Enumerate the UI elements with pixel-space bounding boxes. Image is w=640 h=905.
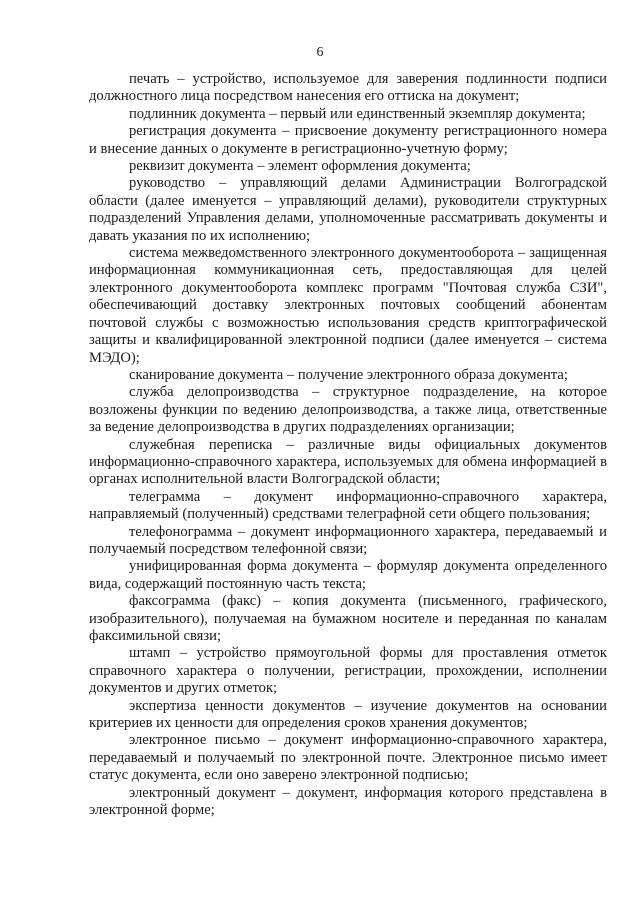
definition-paragraph: подлинник документа – первый или единственный экземпляр документа; [129,105,586,122]
definition-paragraph: руководство – управляющий делами Администрации Волгоградской области (далее именуется – управляющий делами), руководители структурных подразделений Управления делами, уполномоченные рассматривать документы и давать указания по их исполнению; [89,175,607,244]
definition-paragraph: унифицированная форма документа – формуляр документа определенного вида, содержащий постоянную часть текста; [89,558,607,592]
definition-paragraph: штамп – устройство прямоугольной формы для проставления отметок справочного характера о получении, регистрации, прохождении, исполнении документов и других отметок; [89,645,607,697]
definition-paragraph: электронный документ – документ, информация которого представлена в электронной форме; [89,784,607,819]
definition-paragraph: реквизит документа – элемент оформления документа; [129,158,471,175]
definition-paragraph: служебная переписка – различные виды официальных документов информационно-справочного характера, используемых для обмена информацией в органах исполнительной власти Волгоградской области; [89,436,607,488]
definition-paragraph: телефонограмма – документ информационного характера, передаваемый и получаемый посредством телефонной связи; [89,523,607,557]
definition-paragraph: сканирование документа – получение электронного образа документа; [129,366,568,383]
definitions-list [89,71,607,819]
definition-paragraph: телеграмма – документ информационно-справочного характера, направляемый (полученный) средствами телеграфной сети общего пользования; [89,488,607,523]
definition-paragraph: экспертиза ценности документов – изучение документов на основании критериев их ценности для определения сроков хранения документов; [89,697,607,732]
definition-paragraph: служба делопроизводства – структурное подразделение, на которое возложены функции по ведению делопроизводства, а также лица, ответственные за ведение делопроизводства в других подразделениях организации; [89,384,607,436]
definition-paragraph: система межведомственного электронного документооборота – защищенная информационная коммуникационная сеть, предоставляющая для целей электронного документооборота комплекс программ "Почтовая служба СЗИ", обеспечивающий доставку электронных почтовых сообщений абонентам почтовой службы с возможностью использования средств криптографической защиты и квалифицированной электронной подписи (далее именуется – система МЭДО); [89,245,607,366]
definition-paragraph: регистрация документа – присвоение документу регистрационного номера и внесение данных о документе в регистрационно-учетную форму; [89,123,607,157]
page-number: 6 [316,45,324,60]
definition-paragraph: печать – устройство, используемое для заверения подлинности подписи должностного лица посредством нанесения его оттиска на документ; [89,71,607,105]
definition-paragraph: факсограмма (факс) – копия документа (письменного, графического, изобразительного), получаемая на бумажном носителе и переданная по каналам факсимильной связи; [89,593,607,644]
definition-paragraph: электронное письмо – документ информационно-справочного характера, передаваемый и получаемый по электронной почте. Электронное письмо имеет статус документа, если оно заверено электронной подписью; [89,732,607,784]
